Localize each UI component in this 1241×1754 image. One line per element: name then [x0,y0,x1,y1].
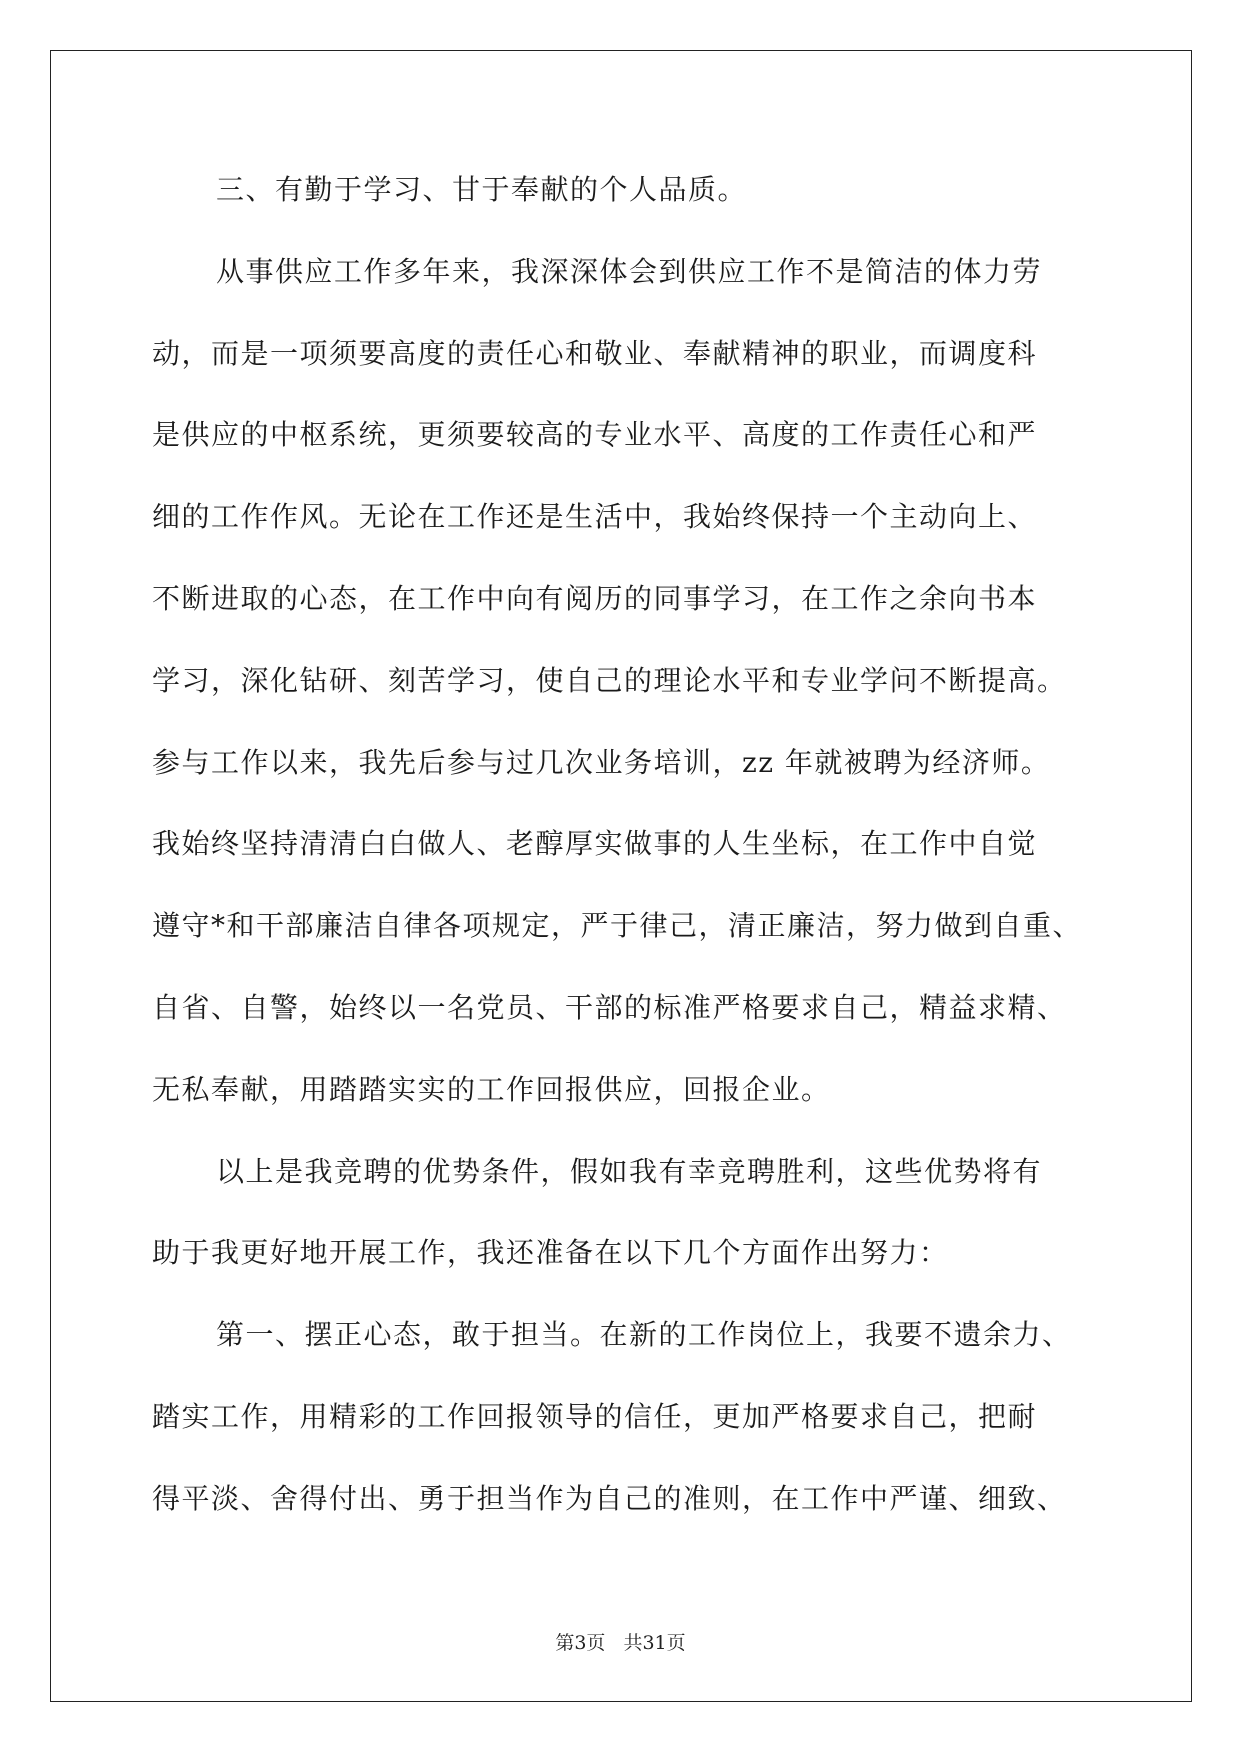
paragraph-line: 助于我更好地开展工作，我还准备在以下几个方面作出努力： [152,1236,949,1270]
paragraph-line: 无私奉献，用踏踏实实的工作回报供应，回报企业。 [152,1072,831,1106]
page-footer [0,1628,1241,1655]
paragraph-line: 以上是我竞聘的优势条件，假如我有幸竞聘胜利，这些优势将有 [216,1154,1043,1188]
paragraph-line: 参与工作以来，我先后参与过几次业务培训，zz 年就被聘为经济师。 [152,745,1051,779]
paragraph-line: 是供应的中枢系统，更须要较高的专业水平、高度的工作责任心和严 [152,418,1038,452]
page-total: 共31页 [623,1632,686,1654]
paragraph-line: 细的工作作风。无论在工作还是生活中，我始终保持一个主动向上、 [152,500,1038,534]
paragraph-line: 动，而是一项须要高度的责任心和敬业、奉献精神的职业，而调度科 [152,336,1038,370]
paragraph-line: 我始终坚持清清白白做人、老醇厚实做事的人生坐标，在工作中自觉 [152,827,1038,861]
document-body [152,160,1087,1551]
paragraph-line: 遵守*和干部廉洁自律各项规定，严于律己，清正廉洁，努力做到自重、 [152,909,1083,943]
paragraph-line: 不断进取的心态，在工作中向有阅历的同事学习，在工作之余向书本 [152,581,1038,615]
paragraph-line: 自省、自警，始终以一名党员、干部的标准严格要求自己，精益求精、 [152,990,1067,1024]
paragraph-line: 从事供应工作多年来，我深深体会到供应工作不是简洁的体力劳 [216,254,1043,288]
paragraph-line: 学习，深化钻研、刻苦学习，使自己的理论水平和专业学问不断提高。 [152,663,1067,697]
paragraph-line: 第一、摆正心态，敢于担当。在新的工作岗位上，我要不遗余力、 [216,1318,1072,1352]
page-number: 第3页 [555,1632,606,1654]
section-heading: 三、有勤于学习、甘于奉献的个人品质。 [216,173,748,206]
paragraph-line: 得平淡、舍得付出、勇于担当作为自己的准则，在工作中严谨、细致、 [152,1481,1067,1515]
paragraph-line: 踏实工作，用精彩的工作回报领导的信任，更加严格要求自己，把耐 [152,1399,1038,1433]
